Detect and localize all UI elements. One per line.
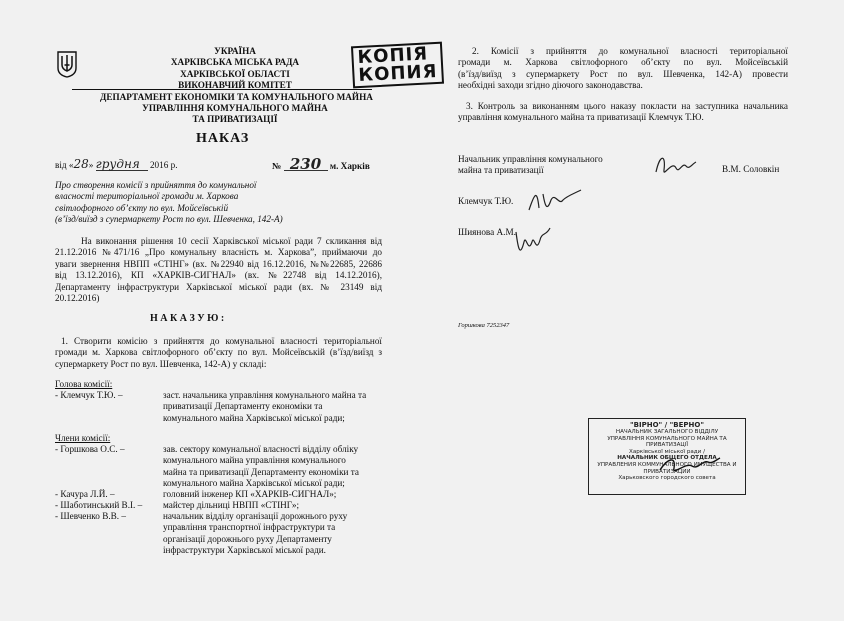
subject-line: Про створення комісії з прийняття до комунальної bbox=[55, 180, 257, 190]
signatory-title-line: Начальник управління комунального bbox=[458, 154, 603, 164]
member-name: - Шевченко В.В. – bbox=[55, 511, 126, 521]
preamble-line: 21.12.2016 №471/16 „Про комунальну власність м. Харкова”, приймаючи до bbox=[55, 247, 382, 258]
copy-stamp-line-2: КОПИЯ bbox=[357, 60, 438, 87]
certify-stamp-line: УПРАВЛЕНИЯ КОММУНАЛЬНОГО ИМУЩЕСТВА И ПРИВАТИЗАЦИИ bbox=[597, 461, 737, 475]
signatory-name: В.М. Соловкін bbox=[722, 164, 780, 174]
header-department: ДЕПАРТАМЕНТ ЕКОНОМІКИ ТА КОМУНАЛЬНОГО МАЙНА bbox=[100, 91, 373, 102]
header-country: УКРАЇНА bbox=[214, 46, 256, 56]
member-name: - Качура Л.Й. – bbox=[55, 489, 115, 499]
document-header bbox=[100, 46, 373, 126]
preamble-line: Департаменту інфраструктури Харківської міської ради (вх. № 23149 від bbox=[55, 281, 382, 292]
copy-stamp-line-1: КОПІЯ bbox=[357, 43, 429, 69]
header-region: ХАРКІВСЬКОЇ ОБЛАСТІ bbox=[180, 68, 290, 79]
head-role bbox=[163, 390, 366, 424]
member-name: - Шаботинський В.І. – bbox=[55, 500, 143, 510]
signatory-title bbox=[458, 154, 603, 177]
head-name: - Клемчук Т.Ю. – bbox=[55, 390, 123, 400]
certify-stamp-line: НАЧАЛЬНИК ЗАГАЛЬНОГО ВІДДІЛУ bbox=[615, 429, 719, 435]
item-1-line: громади м. Харкова світлофорного об’єкту по вул. Мойсеївській (в’їзд/виїзд з bbox=[55, 347, 382, 358]
member-role-line: майстер дільниці НВПП «СТІНГ»; bbox=[163, 500, 299, 510]
order-subject bbox=[55, 180, 283, 226]
header-committee: ВИКОНАВЧИЙ КОМІТЕТ bbox=[178, 80, 292, 91]
certify-stamp-spacer bbox=[592, 482, 742, 492]
order-title: НАКАЗ bbox=[196, 131, 250, 146]
preamble-line: На виконання рішення 10 сесії Харківської міської ради 7 скликання від bbox=[81, 236, 382, 246]
subject-line: (в’їзд/виїзд з супермаркету Рост по вул. Шевченка, 142-А) bbox=[55, 214, 283, 225]
item-3 bbox=[458, 101, 788, 124]
item-2-line: громади м. Харкова світлофорного об’єкту по вул. Мойсеївській bbox=[458, 57, 788, 68]
head-role-line: комунального майна Харківської міської ради; bbox=[163, 412, 345, 423]
member-role-line: головний інженер КП «ХАРКІВ-СИГНАЛ»; bbox=[163, 489, 337, 499]
coat-of-arms-icon bbox=[56, 50, 78, 78]
certify-signature-icon bbox=[656, 452, 724, 478]
member-role bbox=[163, 489, 336, 500]
item-3-line: 3. Контроль за виконанням цього наказу покласти на заступника начальника bbox=[466, 101, 788, 111]
order-number-label: № bbox=[272, 161, 282, 171]
certify-stamp-line: Харьковского городского совета bbox=[618, 475, 716, 482]
order-date-mid: » bbox=[88, 160, 94, 170]
order-date-prefix: від « bbox=[55, 160, 74, 170]
member-role-line: комунального майна управління комунального bbox=[163, 455, 346, 466]
approval-signature-icon bbox=[510, 218, 554, 264]
approval-name: Клемчук Т.Ю. bbox=[458, 196, 514, 206]
certify-stamp-line: НАЧАЛЬНИК ОБЩЕГО ОТДЕЛА bbox=[617, 455, 717, 462]
item-1-line: супермаркету Рост по вул. Шевченка, 142-А) у складі: bbox=[55, 358, 267, 369]
item-3-line: управління комунального майна та приватизації Клемчук Т.Ю. bbox=[458, 112, 704, 123]
item-2-line: необхідні заходи згідно діючого законодавства. bbox=[458, 80, 643, 91]
copy-stamp bbox=[351, 42, 444, 89]
member-role-line: інфраструктури Харківської міської ради. bbox=[163, 545, 326, 556]
subject-line: світлофорного об’єкту по вул. Мойсеївській bbox=[55, 202, 229, 213]
certify-stamp-line: Харківської міської ради / bbox=[629, 448, 705, 455]
order-year: 2016 р. bbox=[149, 160, 178, 170]
item-1 bbox=[55, 336, 382, 370]
order-month: грудня bbox=[96, 159, 148, 171]
approval-name: Шиянова А.М. bbox=[458, 227, 516, 237]
signatory-title-line: майна та приватизації bbox=[458, 165, 544, 176]
preamble bbox=[55, 236, 382, 304]
member-role-line: комунального майна Харківської міської ради; bbox=[163, 478, 345, 489]
header-divider bbox=[72, 89, 372, 90]
preamble-line: уваги звернення НВПП «СТІНГ» (вх. №22940 від 16.12.2016, №№22685, 22686 bbox=[55, 258, 382, 269]
member-role-line: зав. сектору комунальної власності відділу обліку bbox=[163, 444, 359, 454]
member-role-line: начальник відділу організації дорожнього руху bbox=[163, 511, 348, 521]
item-2-line: (в’їзд/виїзд з супермаркету Рост по вул. Шевченка, 142-А) провести bbox=[458, 68, 788, 79]
order-heading: Н А К А З У Ю : bbox=[150, 313, 225, 324]
item-2-line: 2. Комісії з прийняття до комунальної власності територіальної bbox=[472, 46, 788, 56]
order-date bbox=[55, 159, 178, 171]
header-city-council: ХАРКІВСЬКА МІСЬКА РАДА bbox=[170, 57, 300, 68]
order-day: 28 bbox=[73, 157, 89, 171]
header-directorate-2: ТА ПРИВАТИЗАЦІЇ bbox=[192, 114, 278, 125]
member-role bbox=[163, 500, 299, 511]
order-number-value: 230 bbox=[284, 159, 328, 171]
item-1-line: 1. Створити комісію з прийняття до комунальної власності територіальної bbox=[61, 336, 382, 346]
member-role bbox=[163, 444, 359, 490]
footer-code: Горшкова 7252347 bbox=[458, 322, 510, 329]
member-role bbox=[163, 511, 347, 557]
head-label: Голова комісії: bbox=[55, 379, 113, 389]
certify-stamp-title: "ВІРНО" / "ВЕРНО" bbox=[630, 421, 704, 429]
head-role-line: приватизації Департаменту економіки та bbox=[163, 401, 323, 412]
preamble-line: 20.12.2016) bbox=[55, 293, 100, 304]
member-name: - Горшкова О.С. – bbox=[55, 444, 125, 454]
members-label: Члени комісії: bbox=[55, 433, 111, 443]
subject-line: власності територіальної громади м. Харкова bbox=[55, 191, 239, 202]
preamble-line: від 13.12.2016), КП «ХАРКІВ-СИГНАЛ» (вх. №22748 від 14.12.2016), bbox=[55, 270, 382, 281]
signatory-signature-icon bbox=[652, 150, 698, 182]
member-role-line: організації дорожнього руху Департаменту bbox=[163, 533, 332, 544]
member-role-line: управління транспортної інфраструктури та bbox=[163, 522, 336, 533]
member-role-line: майна та приватизації Департаменту економіки та bbox=[163, 466, 359, 477]
approval-signature-icon bbox=[525, 186, 585, 220]
certify-stamp-line: УПРАВЛІННЯ КОМУНАЛЬНОГО МАЙНА ТА ПРИВАТИЗАЦІЇ bbox=[607, 435, 727, 449]
order-place: м. Харків bbox=[329, 161, 370, 171]
header-directorate-1: УПРАВЛІННЯ КОМУНАЛЬНОГО МАЙНА bbox=[142, 103, 328, 114]
item-2 bbox=[458, 46, 788, 92]
head-role-line: заст. начальника управління комунального майна та bbox=[163, 390, 367, 400]
order-number bbox=[272, 155, 370, 173]
